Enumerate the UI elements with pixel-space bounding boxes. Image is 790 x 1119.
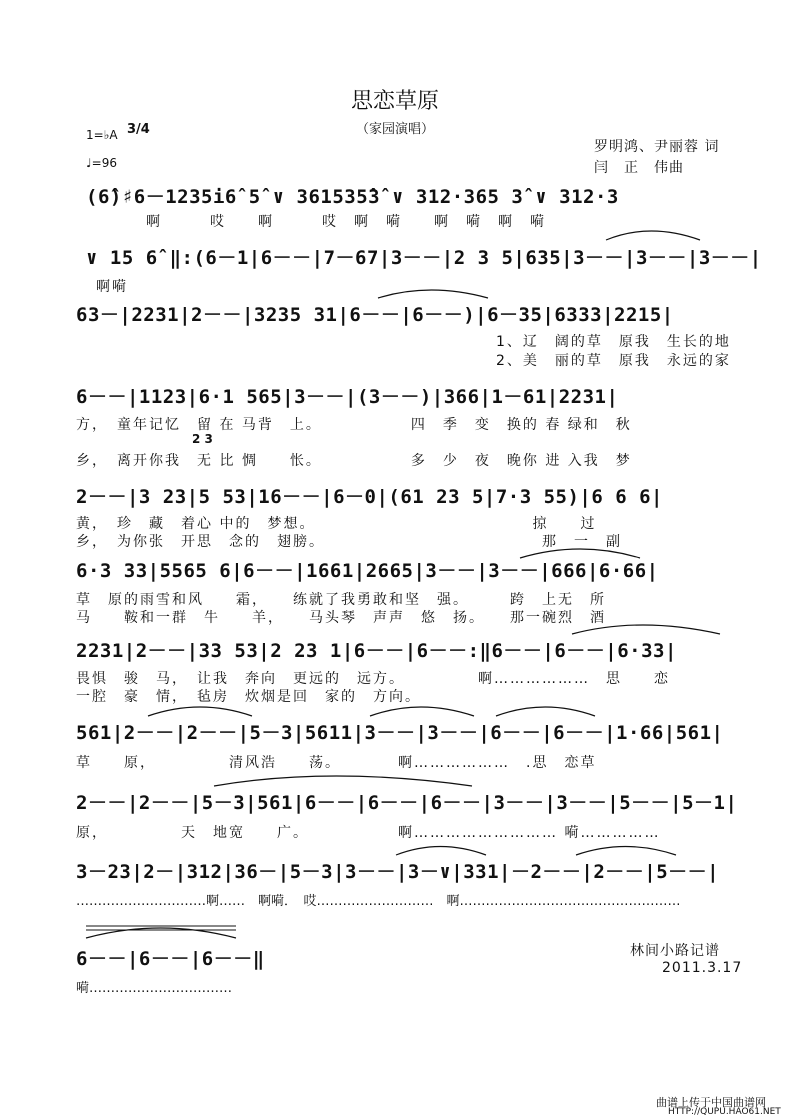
system-9-notes: 2－－|2－－|5－3|561|6－－|6－－|6－－|3－－|3－－|5－－|5－1|	[76, 792, 738, 814]
composer-credit: 闫 正 伟曲	[594, 160, 684, 176]
slur-9	[396, 847, 486, 856]
system-2-lyrics: 啊嗬	[96, 279, 128, 295]
tempo-marking: ♩=96	[86, 156, 117, 170]
system-7-notes: 2231|2－－|33 53|2 23 1|6－－|6－－:‖6－－|6－－|6·33|	[76, 640, 677, 662]
system-8-notes: 561|2－－|2－－|5－3|5611|3－－|3－－|6－－|6－－|1·66|561|	[76, 722, 724, 744]
time-signature: 3/4	[127, 122, 150, 137]
system-6-lyrics-verse-2: 马 鞍和一群 牛 羊， 马头琴 声声 悠 扬。 那一碗烈 酒	[76, 610, 606, 626]
system-3-notes: 63－|2231|2－－|3235 31|6－－|6－－)|6－35|6333|2215|	[76, 304, 674, 326]
slur-7	[496, 707, 595, 716]
page-subtitle: （家园演唱）	[355, 122, 434, 137]
system-10-lyrics: …………………………啊…… 啊嗬． 哎……………………… 啊……………………………………………	[76, 894, 681, 909]
system-4-notes: 6－－|1123|6·1 565|3－－|(3－－)|366|1－61|2231|	[76, 386, 619, 408]
slur-10	[576, 847, 676, 856]
system-7-lyrics-verse-1: 畏惧 骏 马， 让我 奔向 更远的 远方。 啊……………… 思 恋	[76, 671, 670, 687]
system-4-lyrics-verse-2: 乡， 离开你我 无 比 惆 怅。 多 少 夜 晚你 进 入我 梦	[76, 453, 632, 469]
system-5-lyrics-verse-2: 乡， 为你张 开思 念的 翅膀。 那 一 副	[76, 534, 622, 550]
system-7-lyrics-verse-2: 一腔 豪 情， 毡房 炊烟是回 家的 方向。	[76, 689, 421, 705]
system-8-lyrics: 草 原， 清风浩 荡。 啊……………… .思 恋草	[76, 755, 597, 771]
slur-4	[572, 625, 720, 634]
slur-1	[606, 231, 700, 240]
key-signature: 1=♭A	[86, 128, 118, 142]
slur-3	[520, 549, 640, 558]
system-4-lyrics-verse-1: 方， 童年记忆 留 在 马背 上。 四 季 变 换的 春 绿和 秋	[76, 417, 632, 433]
system-1-lyrics: 啊 哎 啊 哎 啊 嗬 啊 嗬 啊 嗬	[146, 214, 546, 230]
system-2-notes: ∨ 15 6̂ ‖:(6－1|6－－|7－67|3－－|2 3 5|635|3－－|3－－|3－－|	[86, 247, 762, 269]
system-11-notes: 6－－|6－－|6－－‖	[76, 948, 265, 970]
footer-watermark-line2: HTTP://QUPU.HAO61.NET	[668, 1107, 781, 1117]
slur-2	[378, 290, 488, 298]
footer-watermark-line1: 曲谱上传于中国曲谱网	[656, 1096, 766, 1109]
system-4-small-notes: 2 3	[192, 432, 213, 446]
system-9-lyrics: 原， 天 地宽 广。 啊……………………… 嗬……………	[76, 825, 661, 841]
system-3-lyrics-verse-1: 1、辽 阔的草 原我 生长的地	[496, 334, 731, 350]
page-title: 思恋草原	[350, 89, 439, 114]
slur-6	[370, 707, 474, 716]
system-3-lyrics-verse-2: 2、美 丽的草 原我 永远的家	[496, 353, 731, 369]
transcriber-credit: 林间小路记谱	[630, 943, 720, 959]
system-10-notes: 3－23|2－|312|36－|5－3|3－－|3－∨|331|－2－－|2－－|5－－|	[76, 861, 720, 883]
slur-8	[214, 776, 472, 786]
system-6-lyrics-verse-1: 草 原的雨雪和风 霜， 练就了我勇敢和坚 强。 跨 上无 所	[76, 592, 606, 608]
transcription-date: 2011.3.17	[662, 960, 743, 976]
system-1-notes: (6̂)♯6－1235i6̂ 5̂ ∨ 361535̂3̂ ∨ 312·365 3̂ ∨ 312·3	[86, 186, 619, 208]
system-6-notes: 6·3 33|5565 6|6－－|1661|2665|3－－|3－－|666|6·66|	[76, 560, 659, 582]
system-5-lyrics-verse-1: 黄， 珍 藏 着心 中的 梦想。 掠 过	[76, 516, 597, 532]
system-11-lyrics: 嗬……………………………	[76, 981, 233, 996]
system-5-notes: 2－－|3 23|5 53|16－－|6－0|(61 23 5|7·3 55)|6 6 6|	[76, 486, 663, 508]
lyricist-credit: 罗明鸿、尹丽蓉 词	[594, 139, 720, 155]
slur-5	[148, 707, 252, 716]
